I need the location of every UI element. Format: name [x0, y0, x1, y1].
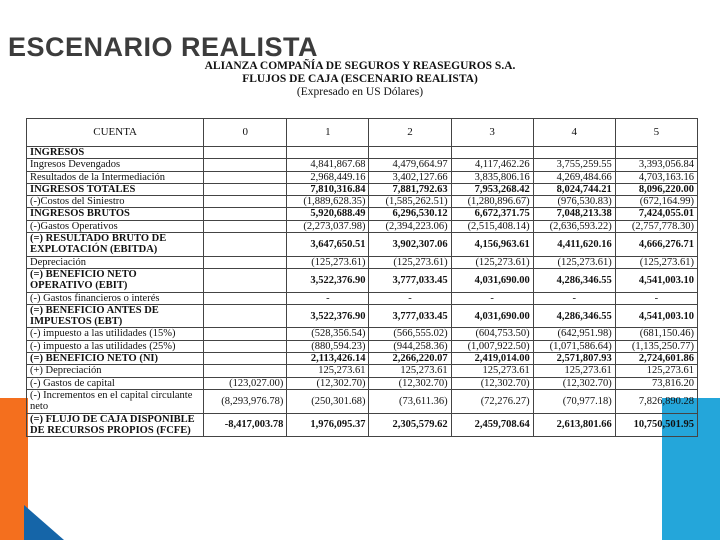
table-cell: 2,613,801.66: [533, 413, 615, 437]
table-cell: (2,636,593.22): [533, 220, 615, 232]
table-cell: (12,302.70): [369, 377, 451, 389]
table-cell: 7,424,055.01: [615, 208, 697, 220]
table-cell: (1,071,586.64): [533, 340, 615, 352]
row-label: (=) FLUJO DE CAJA DISPONIBLE DE RECURSOS PROPIOS (FCFE): [27, 413, 204, 437]
table-cell: 4,031,690.00: [451, 304, 533, 328]
table-cell: [204, 233, 287, 257]
table-cell: [204, 220, 287, 232]
table-row: [27, 377, 698, 389]
table-cell: (70,977.18): [533, 389, 615, 413]
table-cell: (604,753.50): [451, 328, 533, 340]
row-label: (=) BENEFICIO NETO (NI): [27, 353, 204, 365]
table-cell: (1,007,922.50): [451, 340, 533, 352]
row-label: (=) BENEFICIO NETO OPERATIVO (EBIT): [27, 268, 204, 292]
table-cell: -: [451, 292, 533, 304]
table-cell: (250,301.68): [287, 389, 369, 413]
table-cell: (2,757,778.30): [615, 220, 697, 232]
table-cell: 3,777,033.45: [369, 304, 451, 328]
table-row: [27, 389, 698, 413]
table-row: [27, 171, 698, 183]
row-label: (-) impuesto a las utilidades (25%): [27, 340, 204, 352]
table-cell: 4,541,003.10: [615, 268, 697, 292]
table-cell: [204, 256, 287, 268]
table-cell: -: [287, 292, 369, 304]
column-header: CUENTA: [27, 119, 204, 147]
table-cell: 2,305,579.62: [369, 413, 451, 437]
table-cell: (880,594.23): [287, 340, 369, 352]
table-cell: 7,048,213.38: [533, 208, 615, 220]
table-cell: 4,411,620.16: [533, 233, 615, 257]
table-cell: 4,156,963.61: [451, 233, 533, 257]
table-cell: 4,269,484.66: [533, 171, 615, 183]
table-cell: (123,027.00): [204, 377, 287, 389]
table-cell: 7,881,792.63: [369, 183, 451, 195]
table-cell: 2,459,708.64: [451, 413, 533, 437]
table-row: [27, 304, 698, 328]
table-row: [27, 292, 698, 304]
table-cell: [287, 147, 369, 159]
table-cell: (72,276.27): [451, 389, 533, 413]
table-cell: [533, 147, 615, 159]
table-cell: (12,302.70): [287, 377, 369, 389]
table-row: [27, 268, 698, 292]
row-label: (-)Gastos Operativos: [27, 220, 204, 232]
row-label: Resultados de la Intermediación: [27, 171, 204, 183]
table-cell: 2,968,449.16: [287, 171, 369, 183]
table-cell: [369, 147, 451, 159]
table-row: [27, 208, 698, 220]
table-row: [27, 256, 698, 268]
table-cell: (125,273.61): [287, 256, 369, 268]
column-header: 4: [533, 119, 615, 147]
column-header: 1: [287, 119, 369, 147]
table-cell: (125,273.61): [369, 256, 451, 268]
report-subtitle: FLUJOS DE CAJA (ESCENARIO REALISTA): [242, 73, 478, 85]
row-label: (-) impuesto a las utilidades (15%): [27, 328, 204, 340]
row-label: (-) Gastos de capital: [27, 377, 204, 389]
table-cell: (642,951.98): [533, 328, 615, 340]
table-cell: [204, 340, 287, 352]
table-cell: 4,479,664.97: [369, 159, 451, 171]
table-cell: (125,273.61): [615, 256, 697, 268]
table-cell: 125,273.61: [451, 365, 533, 377]
table-cell: (8,293,976.78): [204, 389, 287, 413]
table-cell: -8,417,003.78: [204, 413, 287, 437]
table-cell: (672,164.99): [615, 196, 697, 208]
table-row: [27, 365, 698, 377]
table-cell: 4,841,867.68: [287, 159, 369, 171]
table-row: [27, 413, 698, 437]
row-label: (-)Costos del Siniestro: [27, 196, 204, 208]
row-label: Depreciación: [27, 256, 204, 268]
table-cell: 2,266,220.07: [369, 353, 451, 365]
table-cell: 4,031,690.00: [451, 268, 533, 292]
table-cell: (1,135,250.77): [615, 340, 697, 352]
table-cell: 4,286,346.55: [533, 268, 615, 292]
table-cell: 2,419,014.00: [451, 353, 533, 365]
table-cell: [204, 292, 287, 304]
table-cell: 7,810,316.84: [287, 183, 369, 195]
table-cell: 125,273.61: [533, 365, 615, 377]
table-cell: [615, 147, 697, 159]
table-row: [27, 183, 698, 195]
table-cell: 3,522,376.90: [287, 304, 369, 328]
table-cell: 7,953,268.42: [451, 183, 533, 195]
row-label: INGRESOS: [27, 147, 204, 159]
table-cell: (528,356.54): [287, 328, 369, 340]
table-cell: 2,113,426.14: [287, 353, 369, 365]
table-cell: -: [533, 292, 615, 304]
table-cell: 6,296,530.12: [369, 208, 451, 220]
row-label: (-) Incrementos en el capital circulante neto: [27, 389, 204, 413]
row-label: Ingresos Devengados: [27, 159, 204, 171]
table-cell: 3,647,650.51: [287, 233, 369, 257]
table-cell: [204, 183, 287, 195]
table-cell: (125,273.61): [451, 256, 533, 268]
table-cell: 2,571,807.93: [533, 353, 615, 365]
slide-title: ESCENARIO REALISTA: [8, 32, 319, 62]
table-cell: (125,273.61): [533, 256, 615, 268]
column-header: 3: [451, 119, 533, 147]
table-cell: 7,826,890.28: [615, 389, 697, 413]
row-label: INGRESOS BRUTOS: [27, 208, 204, 220]
table-cell: 3,402,127.66: [369, 171, 451, 183]
table-header-row: [27, 119, 698, 147]
table-cell: (681,150.46): [615, 328, 697, 340]
cash-flow-table: [26, 118, 698, 437]
table-cell: [204, 196, 287, 208]
table-cell: [204, 365, 287, 377]
table-cell: 3,393,056.84: [615, 159, 697, 171]
row-label: (=) BENEFICIO ANTES DE IMPUESTOS (EBT): [27, 304, 204, 328]
table-cell: 3,755,259.55: [533, 159, 615, 171]
column-header: 2: [369, 119, 451, 147]
table-cell: 3,835,806.16: [451, 171, 533, 183]
company-name: ALIANZA COMPAÑÍA DE SEGUROS Y REASEGUROS S.A.: [204, 60, 516, 72]
column-header: 0: [204, 119, 287, 147]
table-cell: (2,515,408.14): [451, 220, 533, 232]
table-cell: 8,024,744.21: [533, 183, 615, 195]
table-cell: (12,302.70): [451, 377, 533, 389]
table-cell: (2,394,223.06): [369, 220, 451, 232]
table-cell: 125,273.61: [287, 365, 369, 377]
table-cell: 125,273.61: [369, 365, 451, 377]
table-cell: 4,666,276.71: [615, 233, 697, 257]
table-cell: (1,585,262.51): [369, 196, 451, 208]
table-cell: [204, 328, 287, 340]
table-cell: 3,777,033.45: [369, 268, 451, 292]
table-cell: [204, 159, 287, 171]
table-cell: [204, 268, 287, 292]
table-row: [27, 220, 698, 232]
table-cell: 4,117,462.26: [451, 159, 533, 171]
table-cell: [204, 353, 287, 365]
table-row: [27, 233, 698, 257]
table-cell: (976,530.83): [533, 196, 615, 208]
table-cell: [451, 147, 533, 159]
table-cell: (2,273,037.98): [287, 220, 369, 232]
row-label: (=) RESULTADO BRUTO DE EXPLOTACIÓN (EBITDA): [27, 233, 204, 257]
column-header: 5: [615, 119, 697, 147]
table-row: [27, 147, 698, 159]
table-row: [27, 159, 698, 171]
table-row: [27, 328, 698, 340]
table-cell: -: [615, 292, 697, 304]
table-cell: 6,672,371.75: [451, 208, 533, 220]
decorative-dark-blue-triangle: [24, 505, 64, 540]
table-cell: 5,920,688.49: [287, 208, 369, 220]
table-row: [27, 340, 698, 352]
table-cell: 2,724,601.86: [615, 353, 697, 365]
table-cell: 73,816.20: [615, 377, 697, 389]
table-cell: 1,976,095.37: [287, 413, 369, 437]
row-label: (-) Gastos financieros o interés: [27, 292, 204, 304]
currency-note: (Expresado en US Dólares): [296, 86, 424, 98]
table-cell: [204, 208, 287, 220]
table-cell: (73,611.36): [369, 389, 451, 413]
table-cell: 125,273.61: [615, 365, 697, 377]
table-cell: 4,541,003.10: [615, 304, 697, 328]
row-label: INGRESOS TOTALES: [27, 183, 204, 195]
table-cell: [204, 171, 287, 183]
table-cell: (12,302.70): [533, 377, 615, 389]
table-cell: [204, 147, 287, 159]
table-cell: 4,286,346.55: [533, 304, 615, 328]
cash-flow-table-body: [27, 147, 698, 437]
table-cell: 3,522,376.90: [287, 268, 369, 292]
row-label: (+) Depreciación: [27, 365, 204, 377]
table-cell: 3,902,307.06: [369, 233, 451, 257]
table-row: [27, 196, 698, 208]
table-cell: (566,555.02): [369, 328, 451, 340]
table-cell: -: [369, 292, 451, 304]
document-header: [170, 60, 550, 99]
table-cell: 8,096,220.00: [615, 183, 697, 195]
table-cell: [204, 304, 287, 328]
table-cell: 10,750,501.95: [615, 413, 697, 437]
table-cell: (1,280,896.67): [451, 196, 533, 208]
table-cell: (944,258.36): [369, 340, 451, 352]
table-cell: (1,889,628.35): [287, 196, 369, 208]
table-cell: 4,703,163.16: [615, 171, 697, 183]
table-row: [27, 353, 698, 365]
